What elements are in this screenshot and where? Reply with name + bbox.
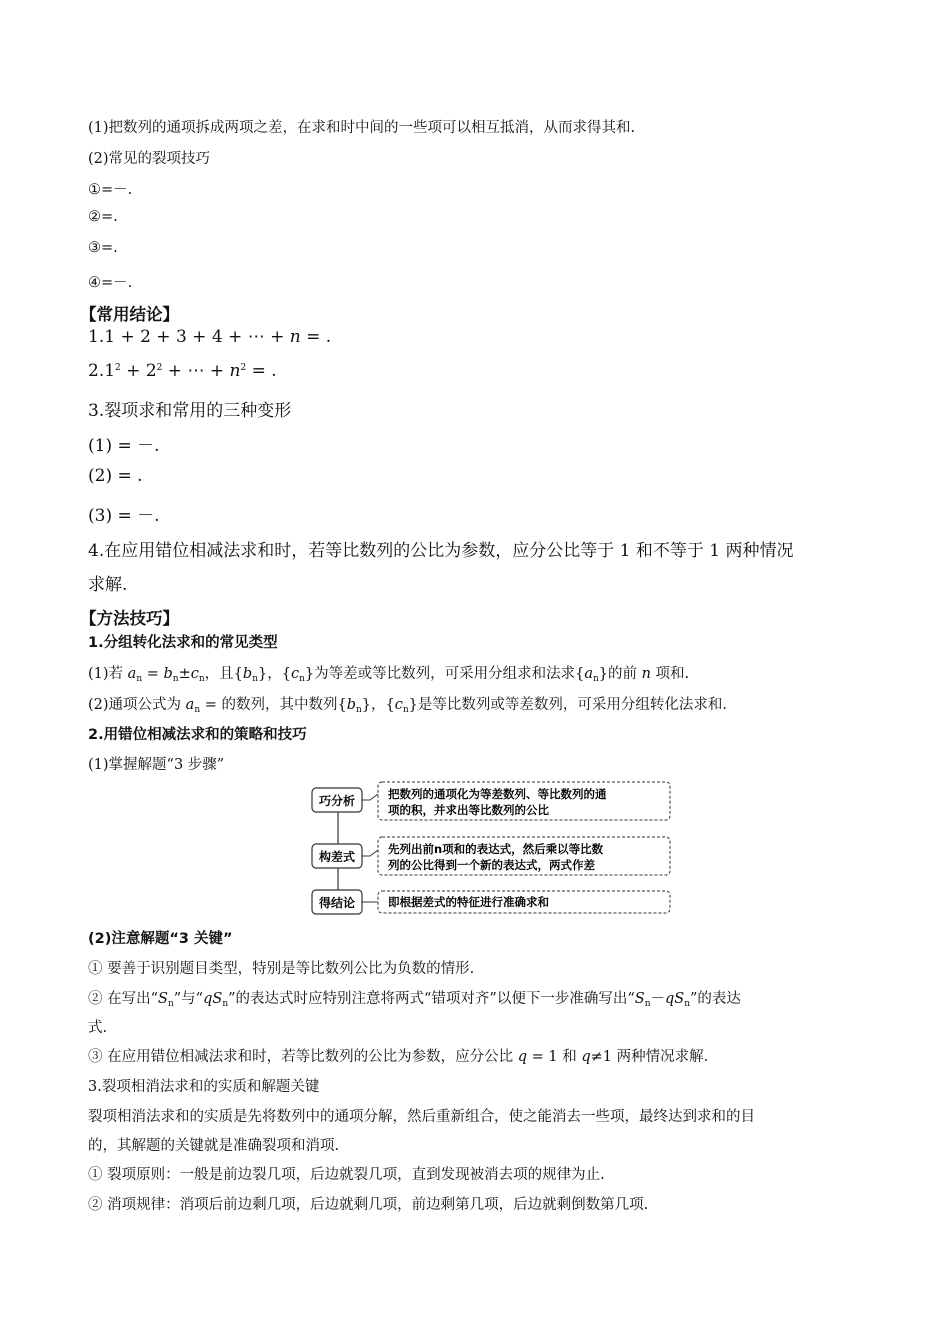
step-box <box>312 788 362 812</box>
formula-line: ④=－. <box>88 275 133 291</box>
text-line: ② 消项规律：消项后前边剩几项，后边就剩几项，前边剩第几项，后边就剩倒数第几项. <box>88 1197 649 1213</box>
key-line: ① 要善于识别题目类型，特别是等比数列公比为负数的情形. <box>88 961 475 977</box>
key-line: ③ 在应用错位相减法求和时，若等比数列的公比为参数，应分公比 q = 1 和 q≠1 两种情况求解. <box>88 1049 709 1065</box>
key-line: ② 在写出“$S_n$”与“$qS_n$”的表达式时应特别注意将两式“错项对齐”以便下一步准确写出“$S_n-qS_n$”的表达 <box>88 991 741 1009</box>
step-box <box>312 890 362 914</box>
step-box <box>312 844 362 868</box>
conclusion-line: (2) = . <box>88 466 143 486</box>
method-line: (1)若 $a_n = b_n\pm c_n$，且$\{b_n\}$，$\{c_n\}$为等差或等比数列，可采用分组求和法求$\{a_n\}$的前 n 项和. <box>88 666 690 684</box>
conclusion-line: 求解. <box>88 575 128 595</box>
formula-line: ③=. <box>88 240 118 256</box>
conclusion-line: 3.裂项求和常用的三种变形 <box>88 401 292 421</box>
text-line: 的，其解题的关键就是准确裂项和消项. <box>88 1138 340 1154</box>
method-line: (1)掌握解题“3 步骤” <box>88 757 225 773</box>
steps-diagram <box>308 780 678 916</box>
section-heading: 【常用结论】 <box>80 305 179 324</box>
conclusion-line: $2.1^2 + 2^2$ + ⋯ + $n^2$ = . <box>88 361 277 381</box>
step-label: 巧分析 <box>318 794 356 808</box>
conclusion-line: (3) = －. <box>88 506 160 526</box>
conclusion-line: 1.1 + 2 + 3 + 4 + ⋯ + n = . <box>88 327 332 347</box>
conclusion-line: (1) = －. <box>88 436 160 456</box>
desc-text: 先列出前n项和的表达式，然后乘以等比数 <box>388 842 604 856</box>
sub-heading: 2.用错位相减法求和的策略和技巧 <box>88 727 307 743</box>
section-heading: 【方法技巧】 <box>80 609 179 628</box>
text-line: 裂项相消法求和的实质是先将数列中的通项分解，然后重新组合，使之能消去一些项，最终达到求和的目 <box>88 1109 755 1125</box>
formula-line: ②=. <box>88 209 118 225</box>
sub-heading: 1.分组转化法求和的常见类型 <box>88 635 278 651</box>
method-line: (2)注意解题“3 关键” <box>88 931 233 947</box>
sub-heading: 3.裂项相消法求和的实质和解题关键 <box>88 1079 320 1095</box>
desc-text: 列的公比得到一个新的表达式，两式作差 <box>388 858 595 872</box>
text-line: ① 裂项原则：一般是前边裂几项，后边就裂几项，直到发现被消去项的规律为止. <box>88 1167 605 1183</box>
desc-text: 把数列的通项化为等差数列、等比数列的通 <box>388 787 607 801</box>
desc-text: 即根据差式的特征进行准确求和 <box>388 895 549 909</box>
desc-text: 项的积，并求出等比数列的公比 <box>388 803 549 817</box>
text-line: (2)常见的裂项技巧 <box>88 151 211 167</box>
step-label: 构差式 <box>318 850 356 864</box>
method-line: (2)通项公式为 $a_n$ = 的数列，其中数列$\{b_n\}$，$\{c_n\}$是等比数列或等差数列，可采用分组转化法求和. <box>88 697 728 715</box>
conclusion-line: 4.在应用错位相减法求和时，若等比数列的公比为参数，应分公比等于 1 和不等于 1 两种情况 <box>88 541 794 561</box>
desc-box <box>362 782 670 820</box>
desc-box <box>362 891 670 913</box>
key-line: 式. <box>88 1020 108 1036</box>
desc-box <box>362 837 670 875</box>
text-line: (1)把数列的通项拆成两项之差，在求和时中间的一些项可以相互抵消，从而求得其和. <box>88 120 636 136</box>
formula-line: ①=－. <box>88 182 133 198</box>
step-label: 得结论 <box>318 896 356 910</box>
